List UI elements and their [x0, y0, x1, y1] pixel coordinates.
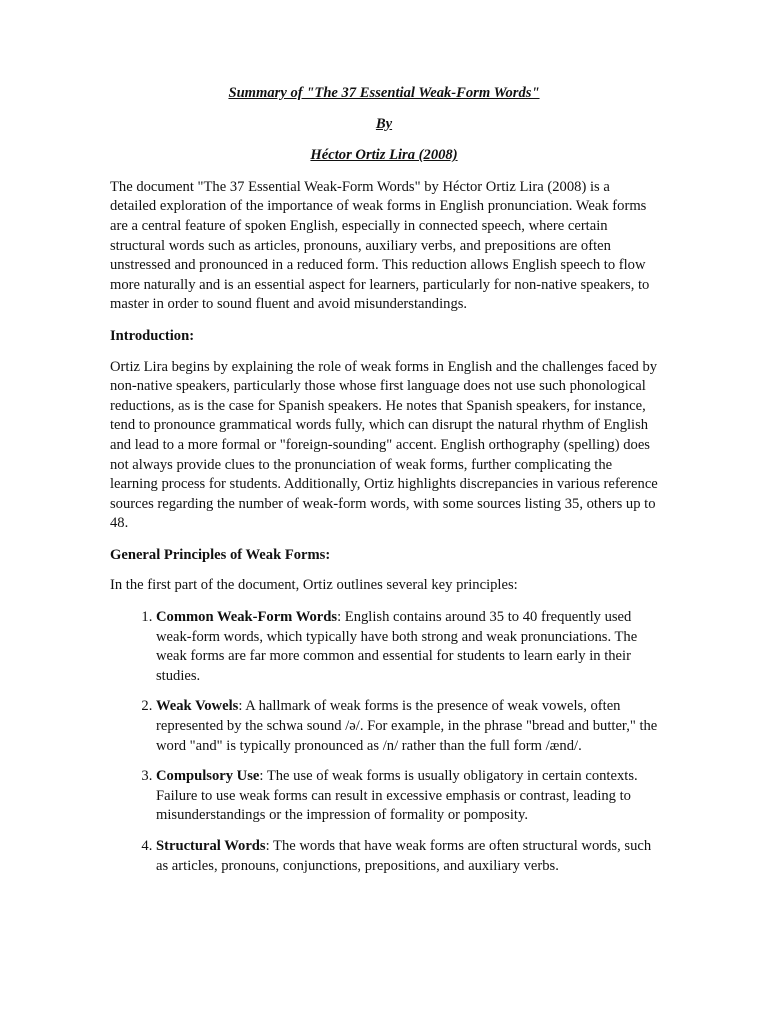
principle-text: : The words that have weak forms are often structural words, such as articles, pronouns, conjunctions, prepositions, and auxiliary verbs.	[156, 838, 652, 874]
list-item	[156, 837, 658, 876]
section-heading-general-principles: General Principles of Weak Forms:	[110, 546, 331, 563]
principle-term: Compulsory Use	[156, 768, 260, 785]
principle-text: : English contains around 35 to 40 frequently used weak-form words, which typically have both strong and weak pronunciations. The weak forms are far more common and essential for students to learn early in their studies.	[156, 609, 638, 684]
intro-paragraph: The document "The 37 Essential Weak-Form Words" by Héctor Ortiz Lira (2008) is a detailed exploration of the importance of weak forms in English pronunciation. Weak forms are a central feature of spoken English, especially in connected speech, where certain structural words such as articles, pronouns, auxiliary verbs, and prepositions are often unstressed and pronounced in a reduced form. This reduction allows English speech to flow more naturally and is an essential aspect for learners, particularly for non-native speakers, to master in order to sound fluent and avoid misunderstandings.	[110, 178, 650, 313]
principle-text: : A hallmark of weak forms is the presence of weak vowels, often represented by the schwa sound /ə/. For example, in the phrase "bread and butter," the word "and" is typically pronounced as /n/ rather than the full form /ænd/.	[156, 698, 658, 754]
author-line: Héctor Ortiz Lira (2008)	[310, 147, 458, 164]
document-title: Summary of "The 37 Essential Weak-Form Words"	[228, 85, 540, 101]
list-item	[156, 767, 658, 826]
byline-label: By	[375, 115, 393, 132]
list-item	[156, 608, 658, 686]
principle-term: Common Weak-Form Words	[156, 609, 338, 626]
principle-term: Structural Words	[156, 838, 266, 854]
section-heading-introduction: Introduction:	[110, 327, 195, 344]
principle-text: : The use of weak forms is usually obligatory in certain contexts. Failure to use weak forms can result in excessive emphasis or contrast, leading to misunderstandings or the impression of formality or pomposity.	[156, 768, 638, 824]
introduction-paragraph: Ortiz Lira begins by explaining the role of weak forms in English and the challenges faced by non-native speakers, particularly those whose first language does not use such phonological reductions, as is the case for Spanish speakers. He notes that Spanish speakers, for instance, tend to pronounce grammatical words fully, which can disrupt the natural rhythm of English and lead to a more formal or "foreign-sounding" accent. English orthography (spelling) does not always provide clues to the pronunciation of weak forms, further complicating the learning process for students. Additionally, Ortiz highlights discrepancies in various reference sources regarding the number of weak-form words, with some sources listing 35, others up to 48.	[110, 358, 658, 532]
principle-term: Weak Vowels	[156, 698, 239, 715]
general-principles-paragraph: In the first part of the document, Ortiz outlines several key principles:	[110, 577, 518, 594]
principles-list	[110, 608, 658, 876]
list-item	[156, 697, 658, 756]
